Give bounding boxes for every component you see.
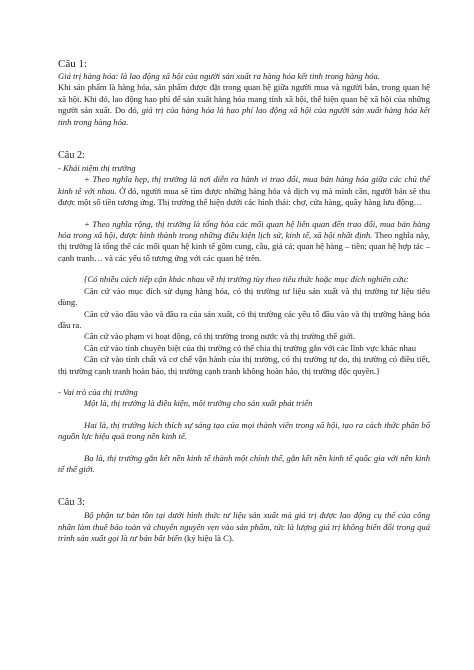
q1-body-plain: Khi sản phẩm là hàng hóa, sản phẩm được đặt trong quan hệ giữa người mua và người bán, trong quan hệ xã hội. Khi đó, lao động hao phí để sản xuất hàng hóa mang tính xã hội, thể hiện quan hệ xã hội của những người sản xuất. Do đó, xyxy=(58,82,430,116)
q1-definition: Giá trị hàng hóa: là lao động xã hội của người sản xuất ra hàng hóa kết tinh trong hàng hóa. xyxy=(58,71,380,81)
q3-heading: Câu 3: xyxy=(58,497,85,509)
q2-narrow-italic: + Theo nghĩa hẹp, thị trường là nơi diễn ra hành vi trao đổi, mua bán hàng hóa giữa các chủ thể kinh tế với nhau. xyxy=(58,174,430,196)
q3-body-plain: (ký hiệu là C). xyxy=(182,533,234,544)
q2-approach-item: Căn cứ vào đầu vào và đầu ra của sản xuất, có thị trường các yếu tố đầu vào và thị trường hàng hóa đầu ra. xyxy=(58,308,430,330)
q3-body-italic: Bộ phận tư bản tồn tại dưới hình thức tư liệu sản xuất mà giá trị được lao động cụ thể của công nhân làm thuê bảo toàn và chuyển nguyên vẹn vào sản phẩm, tức là lượng giá trị không biến đổi trong quá trình sản xuất gọi là tư bản bất biến xyxy=(58,510,430,544)
q2-role-item: Ba là, thị trường gắn kết nền kinh tế thành một chỉnh thể, gắn kết nền kinh tế quốc gia với nền kinh tế thế giới. xyxy=(58,452,430,474)
q2-narrow-meaning xyxy=(58,174,430,208)
q2-heading: Câu 2: xyxy=(58,150,85,162)
q1-heading: Câu 1: xyxy=(58,58,88,70)
q2-approach-item: Căn cứ vào tính chất và cơ chế vận hành của thị trường, có thị trường tự do, thị trường có điều tiết, thị trường cạnh tranh hoàn hảo, thị trường cạnh tranh không hoàn hảo, thị trường độc quyền.} xyxy=(58,354,430,376)
q2-broad-plain: Theo nghĩa này, thị trường là tổng thể các mối quan hệ kinh tế gồm cung, cầu, giá cả; quan hệ hàng – tiền; quan hệ hợp tác – cạnh tranh… và các yếu tố tương ứng với các quan hệ trên. xyxy=(58,230,430,263)
q2-concept-title: - Khái niệm thị trường xyxy=(58,163,136,174)
q2-role-title: - Vai trò của thị trường xyxy=(58,386,138,397)
q2-approach-item: Căn cứ vào phạm vi hoạt động, có thị trường trong nước và thị trường thế giới. xyxy=(84,331,356,342)
q2-approach-item: Căn cứ vào tính chuyên biệt của thị trường có thể chia thị trường gắn với các lĩnh vực khác nhau xyxy=(84,342,416,353)
q2-broad-meaning xyxy=(58,219,430,265)
q2-approach-intro: {Có nhiều cách tiếp cận khác nhau về thị trường tùy theo tiêu thức hoặc mục đích nghiên cứu: xyxy=(84,274,409,285)
q2-broad-italic: + Theo nghĩa rộng, thị trường là tổng hòa các mối quan hệ liên quan đến trao đổi, mua bán hàng hóa trong xã hội, được hình thành trong những điều kiện lịch sử, kinh tế, xã hội nhất định. xyxy=(58,218,430,241)
q1-body xyxy=(58,82,430,128)
q2-approach-item: Căn cứ vào mục đích sử dụng hàng hóa, có thị trường tư liệu sản xuất và thị trường tư liệu tiêu dùng. xyxy=(58,285,430,308)
q2-narrow-plain: Ở đó, người mua sẽ tìm được những hàng hóa và dịch vụ mà mình cần, người bán sẽ thu được một số tiền tương ứng. Thị trường thể hiện dưới các hình thái: chợ, cửa hàng, quầy hàng lưu động… xyxy=(58,185,430,208)
q1-body-italic: giá trị của hàng hóa là hao phí lao động xã hội của người sản xuất hàng hóa kết tinh trong hàng hóa. xyxy=(58,105,430,127)
q2-role-item: Một là, thị trường là điều kiện, môi trường cho sản xuất phát triển xyxy=(84,398,313,409)
q2-role-item: Hai là, thị trường kích thích sự sáng tạo của mọi thành viên trong xã hội, tạo ra cách thức phân bổ nguồn lực hiệu quả trong nền kinh tế. xyxy=(58,419,430,442)
q3-body xyxy=(58,510,430,544)
